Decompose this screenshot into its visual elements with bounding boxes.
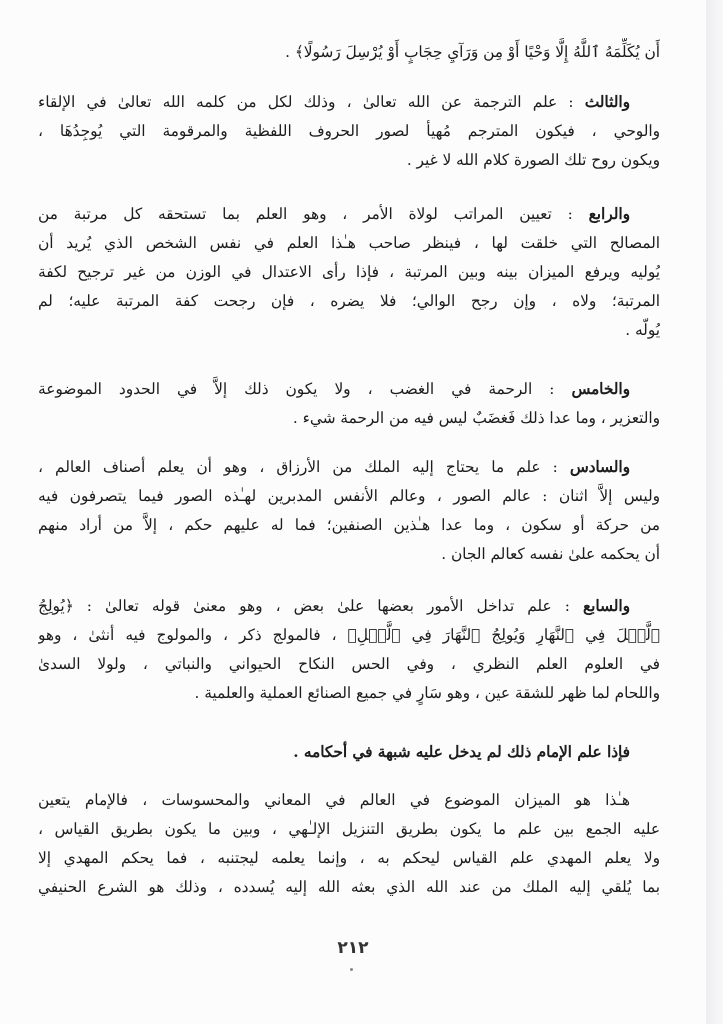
text-line — [38, 453, 660, 482]
text-line: هـٰذا هو الميزان الموضوع في العالم في المعاني والمحسوسات ، فالإمام يتعين — [38, 791, 630, 809]
text-segment: : علم ما يحتاج إليه الملك من الأرزاق ، وهو أن يعلم أصناف العالم ، — [38, 458, 570, 476]
text-line: ٱلَّيۡلَ فِي ٱلنَّهَارِ وَيُولِجُ ٱلنَّهَارَ فِي ٱلَّيۡلِ﴾ ، فالمولج ذكر ، والمولوج فيه أنثىٰ ، وهو — [38, 626, 660, 644]
text-line: عليه الجمع بين علم ما يكون بطريق التنزيل الإلـٰهي ، وبين ما يكون بطريق القياس ، — [38, 820, 660, 838]
paragraph-balance — [38, 786, 660, 902]
paragraph-lead: والثالث — [584, 93, 630, 111]
paragraph-lead: والسابع — [582, 597, 630, 615]
text-segment: : تعيين المراتب لولاة الأمر ، وهو العلم بما تستحقه كل مرتبة من — [38, 205, 589, 223]
paragraph-sixth — [38, 453, 660, 569]
text-line: واللحام لما ظهر للشقة عين ، وهو سَارٍ في جميع الصنائع العملية والعلمية . — [194, 684, 660, 702]
text-segment: : الرحمة في الغضب ، ولا يكون ذلك إلاَّ في الحدود الموضوعة — [38, 380, 572, 398]
paragraph-lead: والرابع — [588, 205, 630, 223]
text-line: ولا يعلم المهدي علم القياس ليحكم به ، وإنما يعلمه ليجتنبه ، فما يحكم المهدي إلا — [38, 849, 660, 867]
text-line — [38, 200, 660, 229]
paragraph-lead: والخامس — [571, 380, 630, 398]
text-line: في العلوم العلم النظري ، وفي الحس النكاح الحيواني والنباتي ، ولولا السدىٰ — [38, 655, 660, 673]
text-segment: : علم الترجمة عن الله تعالىٰ ، وذلك لكل من كلمه الله تعالىٰ في الإلقاء — [38, 93, 585, 111]
paragraph-seventh — [38, 592, 660, 708]
text-line: ويكون روح تلك الصورة كلام الله لا غير . — [406, 151, 660, 169]
text-line — [38, 592, 660, 621]
paragraph-conclusion — [38, 738, 660, 767]
text-line: أَن يُكَلِّمَهُ ٱللَّهُ إِلَّا وَحْيًا أَوْ مِن وَرَآيِ حِجَابٍ أَوْ يُرْسِلَ رَسُولًا﴾ . — [285, 43, 660, 61]
text-line: من حركة أو سكون ، وما عدا هـٰذين الصنفين؛ فما له عليهم حكم ، إلاَّ من أراد منهم — [38, 516, 660, 534]
text-line: المصالح التي خلقت لها ، فينظر صاحب هـٰذا العلم في نفس الشخص الذي يُريد أن — [38, 234, 660, 252]
paragraph-verse-tail — [38, 38, 660, 67]
page-edge-shadow — [706, 0, 723, 1024]
text-line: بما يُلقي إليه الملك من عند الله الذي بعثه الله إليه يُسدده ، وذلك هو الشرع الحنيفي — [38, 878, 660, 896]
page-number: ٢١٢ — [337, 938, 369, 958]
text-line: فإذا علم الإمام ذلك لم يدخل عليه شبهة في أحكامه . — [293, 743, 630, 761]
text-line — [38, 88, 660, 117]
text-line — [38, 375, 660, 404]
text-line: يُوليه ويرفع الميزان بينه وبين المرتبة ، فإذا رأى الاعتدال في الوزن من غير ترجيح لكفة — [38, 263, 660, 281]
paragraph-fifth — [38, 375, 660, 433]
scan-speck — [350, 968, 353, 971]
text-line: أن يحكمه علىٰ نفسه كعالم الجان . — [441, 545, 660, 563]
text-line: والتعزير ، وما عدا ذلك فَغضَبٌ ليس فيه من الرحمة شيء . — [292, 409, 660, 427]
paragraph-fourth — [38, 200, 660, 345]
paragraph-lead: والسادس — [569, 458, 630, 476]
text-line: يُولّه . — [625, 321, 660, 339]
paragraph-third — [38, 88, 660, 175]
text-line: والوحي ، فيكون المترجم مُهيأ لصور الحروف اللفظية والمرقومة التي يُوجِدُهَا ، — [38, 122, 660, 140]
text-line: المرتبة؛ ولاه ، وإن رجح الوالي؛ فلا يضره ، فإن رجحت كفة المرتبة عليه؛ لم — [38, 292, 660, 310]
text-segment: : علم تداخل الأمور بعضها علىٰ بعض ، وهو معنىٰ قوله تعالىٰ : ﴿يُولِجُ — [38, 597, 583, 615]
text-line: وليس إلاَّ اثنان : عالم الصور ، وعالم الأنفس المدبرين لهـٰذه الصور فيما يتصرفون فيه — [38, 487, 660, 505]
